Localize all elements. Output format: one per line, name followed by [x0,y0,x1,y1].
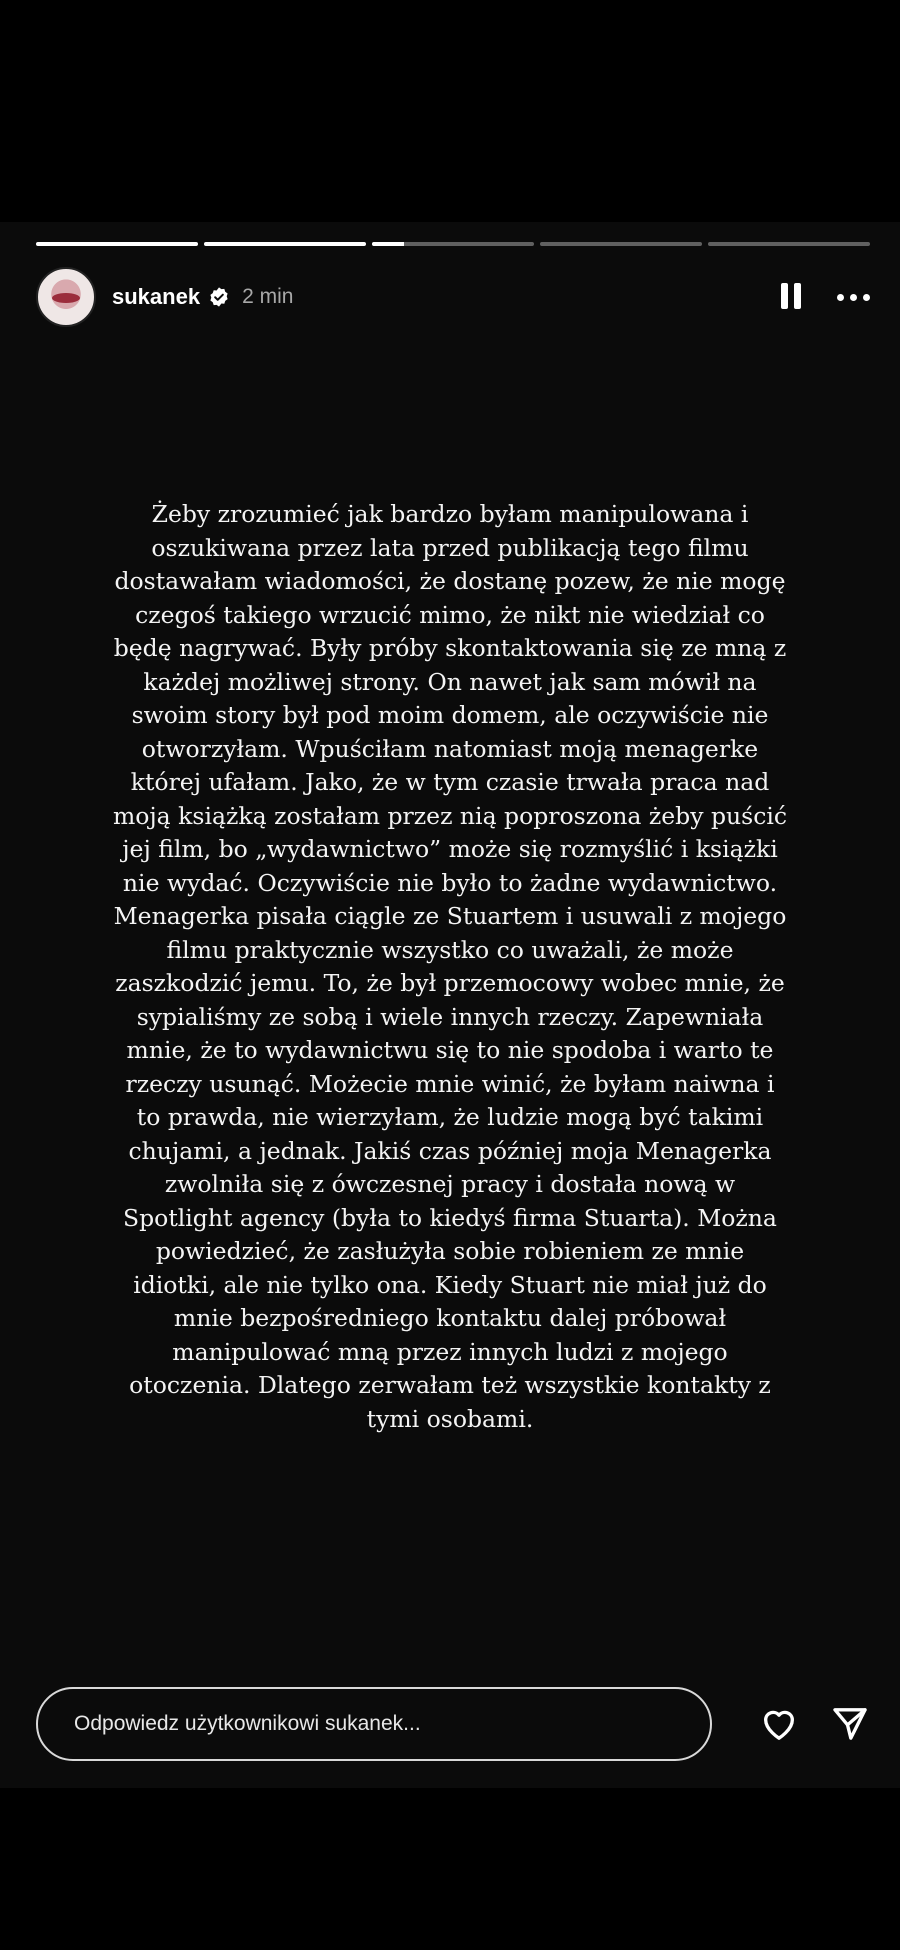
verified-badge-icon [208,286,230,308]
story-header [36,266,870,328]
progress-fill [204,242,366,246]
progress-segment [708,242,870,246]
progress-segment [204,242,366,246]
avatar[interactable] [36,267,96,327]
progress-fill [36,242,198,246]
story-viewer[interactable] [0,222,900,1788]
progress-segment [36,242,198,246]
reply-bar [36,1684,870,1764]
heart-icon[interactable] [758,1704,800,1744]
more-options-icon[interactable] [837,288,870,307]
progress-segment [540,242,702,246]
story-text: Żeby zrozumieć jak bardzo byłam manipulowana i oszukiwana przez lata przed publikacją tego filmu dostawałam wiadomości, że dostanę pozew, że nie mogę czegoś takiego wrzucić mimo, że nikt nie wiedział co będę nagrywać. Były próby skontaktowania się ze mną z każdej możliwej strony. On nawet jak sam mówił na swoim story był pod moim domem, ale oczywiście nie otworzyłam. Wpuściłam natomiast moją menagerke której ufałam. Jako, że w tym czasie trwała praca nad moją książką zostałam przez nią poproszona żeby puścić jej film, bo „wydawnictwo” może się rozmyślić i książki nie wydać. Oczywiście nie było to żadne wydawnictwo. Menagerka pisała ciągle ze Stuartem i usuwali z mojego filmu praktycznie wszystko co uważali, że może zaszkodzić jemu. To, że był przemocowy wobec mnie, że sypialiśmy ze sobą i wiele innych rzeczy. Zapewniała mnie, że to wydawnictwu się to nie spodoba i warto te rzeczy usunąć. Możecie mnie winić, że byłam naiwna i to prawda, nie wierzyłam, że ludzie mogą być takimi chujami, a jednak. Jakiś czas później moja Menagerka zwolniła się z ówczesnej pracy i dostała nową w Spotlight agency (była to kiedyś firma Stuarta). Można powiedzieć, że zasłużyła sobie robieniem ze mnie idiotki, ale nie tylko ona. Kiedy Stuart nie miał już do mnie bezpośredniego kontaktu dalej próbował manipulować mną przez innych ludzi z mojego otoczenia. Dlatego zerwałam też wszystkie kontakty z tymi osobami. [112,500,788,1433]
header-actions [781,283,870,311]
progress-segment [372,242,534,246]
reply-input[interactable] [36,1687,712,1761]
send-icon[interactable] [830,1704,870,1744]
story-progress-bars [36,242,870,246]
pause-icon[interactable] [781,283,803,311]
progress-fill [372,242,404,246]
username[interactable]: sukanek [112,284,201,309]
post-time: 2 min [242,285,294,308]
reply-actions [758,1704,870,1744]
